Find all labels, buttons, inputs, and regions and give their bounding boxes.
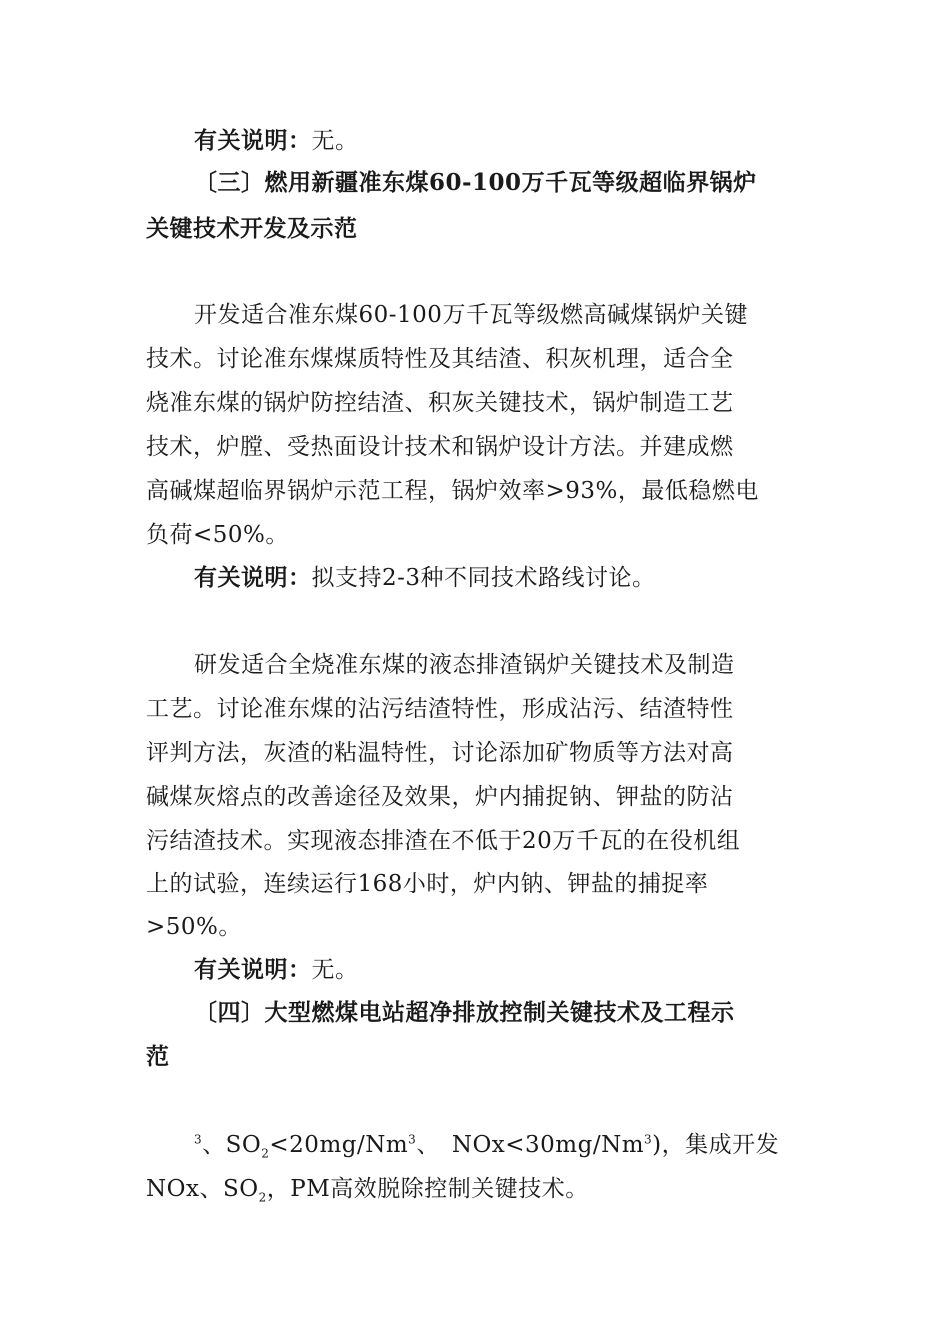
paragraph-2-line: 研发适合全烧准东煤的液态排渣锅炉关键技术及制造 bbox=[194, 652, 735, 678]
paragraph-2-line: 评判方法，灰渣的粘温特性，讨论添加矿物质等方法对高 bbox=[146, 740, 734, 766]
text-run: 、SO bbox=[202, 1132, 262, 1158]
subscript: 2 bbox=[258, 1190, 267, 1205]
text-run: 、 NOx<30mg/Nm bbox=[416, 1132, 645, 1158]
paragraph-1-line: 烧准东煤的锅炉防控结渣、积灰关键技术，锅炉制造工艺 bbox=[146, 390, 734, 416]
paragraph-2-line: 工艺。讨论准东煤的沾污结渣特性，形成沾污、结渣特性 bbox=[146, 696, 734, 722]
note-label: 有关说明： bbox=[194, 564, 312, 591]
superscript: 3 bbox=[408, 1132, 417, 1147]
note-text: 无。 bbox=[311, 128, 359, 154]
note-label: 有关说明： bbox=[194, 956, 312, 983]
note-text: 无。 bbox=[311, 957, 359, 983]
text-run: NOx、SO bbox=[146, 1176, 259, 1202]
paragraph-1-line: 高碱煤超临界锅炉示范工程，锅炉效率>93%，最低稳燃电 bbox=[146, 478, 759, 504]
note-line-1 bbox=[194, 124, 854, 158]
note-line-2 bbox=[194, 561, 854, 595]
note-line-3 bbox=[194, 953, 854, 987]
paragraph-2-line: >50%。 bbox=[146, 914, 242, 940]
text-run: <20mg/Nm bbox=[269, 1132, 409, 1158]
paragraph-3-line-2 bbox=[146, 1172, 806, 1206]
section-heading-4-cont: 范 bbox=[146, 1043, 170, 1070]
paragraph-2-line: 污结渣技术。实现液态排渣在不低于20万千瓦的在役机组 bbox=[146, 828, 741, 854]
paragraph-2-line: 碱煤灰熔点的改善途径及效果，炉内捕捉钠、钾盐的防沾 bbox=[146, 784, 734, 810]
superscript: 3 bbox=[194, 1132, 203, 1147]
subscript: 2 bbox=[261, 1146, 270, 1161]
section-heading-3-cont: 关键技术开发及示范 bbox=[146, 215, 358, 242]
paragraph-1-line: 技术。讨论准东煤煤质特性及其结渣、积灰机理，适合全 bbox=[146, 346, 734, 372]
paragraph-2-line: 上的试验，连续运行168小时，炉内钠、钾盐的捕捉率 bbox=[146, 871, 709, 897]
superscript: 3 bbox=[644, 1132, 653, 1147]
paragraph-1-line: 技术，炉膛、受热面设计技术和锅炉设计方法。并建成燃 bbox=[146, 434, 734, 460]
note-label: 有关说明： bbox=[194, 127, 312, 154]
paragraph-1-line: 开发适合准东煤60-100万千瓦等级燃高碱煤锅炉关键 bbox=[194, 302, 748, 328]
paragraph-3-line-1 bbox=[194, 1128, 854, 1162]
text-run: )，集成开发 bbox=[652, 1132, 780, 1158]
section-heading-3: 〔三〕燃用新疆准东煤60-100万千瓦等级超临界锅炉 bbox=[194, 169, 757, 196]
section-heading-4: 〔四〕大型燃煤电站超净排放控制关键技术及工程示 bbox=[194, 999, 735, 1026]
paragraph-1-line: 负荷<50%。 bbox=[146, 522, 289, 548]
note-text: 拟支持2-3种不同技术路线讨论。 bbox=[311, 565, 656, 591]
text-run: ，PM高效脱除控制关键技术。 bbox=[266, 1176, 589, 1202]
